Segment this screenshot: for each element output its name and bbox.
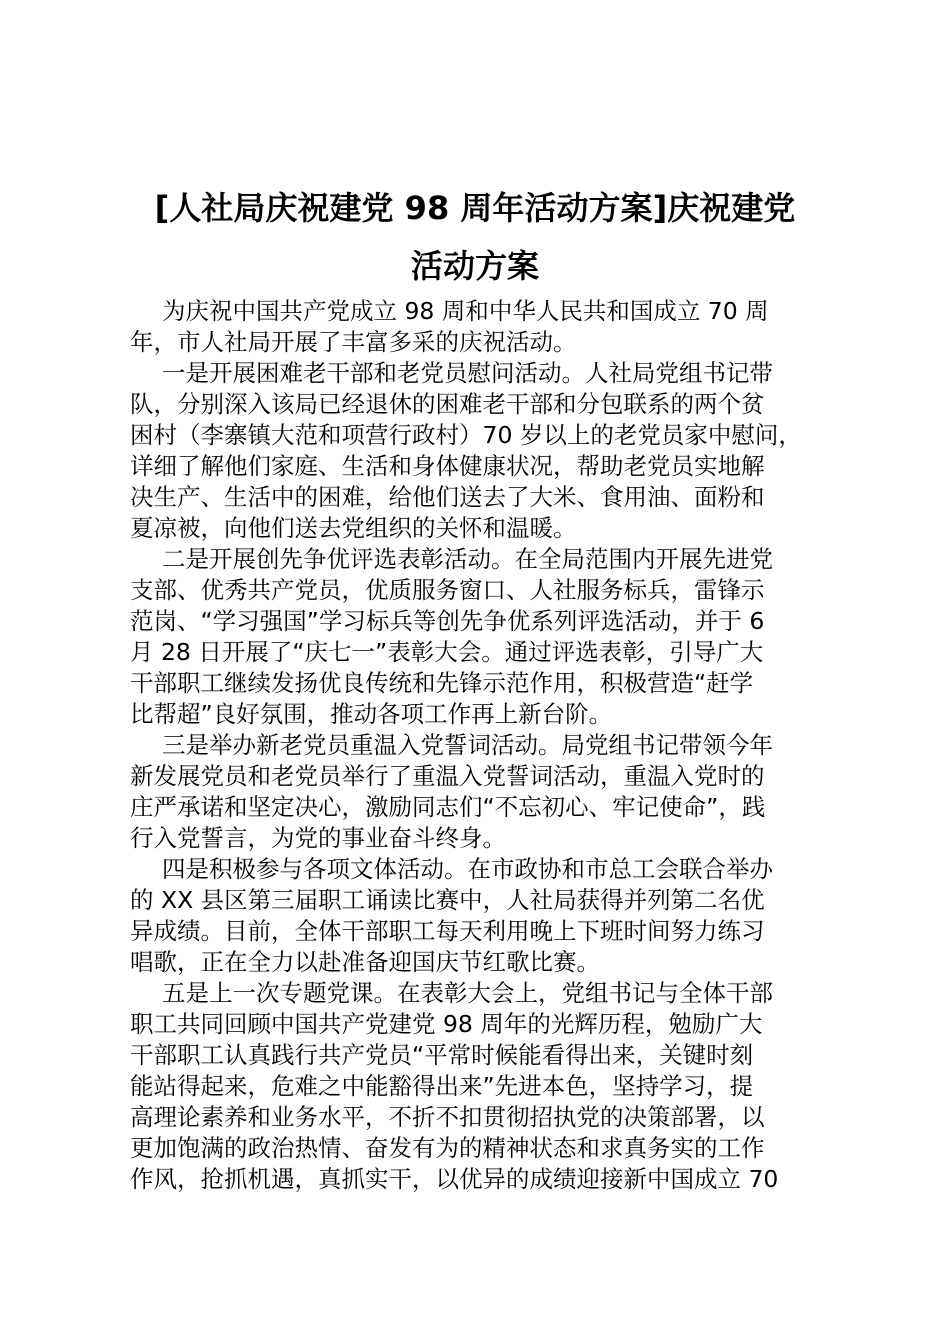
paragraph-line: 新发展党员和老党员举行了重温入党誓词活动，重温入党时的 xyxy=(130,762,765,790)
document-title-line-2: 活动方案 xyxy=(410,247,540,285)
paragraph-line: 行入党誓言，为党的事业奋斗终身。 xyxy=(130,824,506,852)
paragraph-first-line: 一是开展困难老干部和老党员慰问活动。人社局党组书记带 xyxy=(162,359,773,387)
paragraph-line: 职工共同回顾中国共产党建党 98 周年的光辉历程，勉励广大 xyxy=(130,1010,763,1038)
paragraph-line: 干部职工继续发扬优良传统和先锋示范作用，积极营造“赶学 xyxy=(130,669,754,697)
paragraph-line: 范岗、“学习强国”学习标兵等创先争优系列评选活动，并于 6 xyxy=(130,607,765,635)
paragraph-line: 决生产、生活中的困难，给他们送去了大米、食用油、面粉和 xyxy=(130,483,765,511)
paragraph-line: 详细了解他们家庭、生活和身体健康状况，帮助老党员实地解 xyxy=(130,452,765,480)
paragraph-line: 高理论素养和业务水平，不折不扣贯彻招执党的决策部署，以 xyxy=(130,1103,765,1131)
paragraph-line: 能站得起来，危难之中能豁得出来”先进本色，坚持学习，提 xyxy=(130,1072,754,1100)
paragraph-line: 比帮超”良好氛围，推动各项工作再上新台阶。 xyxy=(130,700,613,728)
paragraph-first-line: 二是开展创先争优评选表彰活动。在全局范围内开展先进党 xyxy=(162,545,773,573)
paragraph-line: 庄严承诺和坚定决心，激励同志们“不忘初心、牢记使命”，践 xyxy=(130,793,766,821)
paragraph-first-line: 三是举办新老党员重温入党誓词活动。局党组书记带领今年 xyxy=(162,731,773,759)
paragraph-line: 支部、优秀共产党员，优质服务窗口、人社服务标兵，雷锋示 xyxy=(130,576,765,604)
paragraph-line: 月 28 日开展了“庆七一”表彰大会。通过评选表彰，引导广大 xyxy=(130,638,764,666)
paragraph-first-line: 四是积极参与各项文体活动。在市政协和市总工会联合举办 xyxy=(162,855,773,883)
paragraph-line: 年，市人社局开展了丰富多采的庆祝活动。 xyxy=(130,328,577,356)
paragraph-first-line: 为庆祝中国共产党成立 98 周和中华人民共和国成立 70 周 xyxy=(162,297,769,325)
paragraph-line: 干部职工认真践行共产党员“平常时候能看得出来，关键时刻 xyxy=(130,1041,754,1069)
paragraph-line: 夏凉被，向他们送去党组织的关怀和温暖。 xyxy=(130,514,577,542)
document-title-line-1: [人社局庆祝建党 98 周年活动方案]庆祝建党 xyxy=(154,189,796,227)
paragraph-line: 更加饱满的政治热情、奋发有为的精神状态和求真务实的工作 xyxy=(130,1134,765,1162)
paragraph-line: 作风，抢抓机遇，真抓实干，以优异的成绩迎接新中国成立 70 xyxy=(130,1165,779,1193)
document-body xyxy=(130,296,850,1195)
paragraph-line: 异成绩。目前，全体干部职工每天利用晚上下班时间努力练习 xyxy=(130,917,765,945)
paragraph-line: 唱歌，正在全力以赴准备迎国庆节红歌比赛。 xyxy=(130,948,600,976)
paragraph-line: 困村（李寨镇大范和项营行政村）70 岁以上的老党员家中慰问， xyxy=(130,421,802,449)
paragraph-line: 队，分别深入该局已经退休的困难老干部和分包联系的两个贫 xyxy=(130,390,765,418)
paragraph-line: 的 XX 县区第三届职工诵读比赛中，人社局获得并列第二名优 xyxy=(130,886,765,914)
paragraph-first-line: 五是上一次专题党课。在表彰大会上，党组书记与全体干部 xyxy=(162,979,773,1007)
